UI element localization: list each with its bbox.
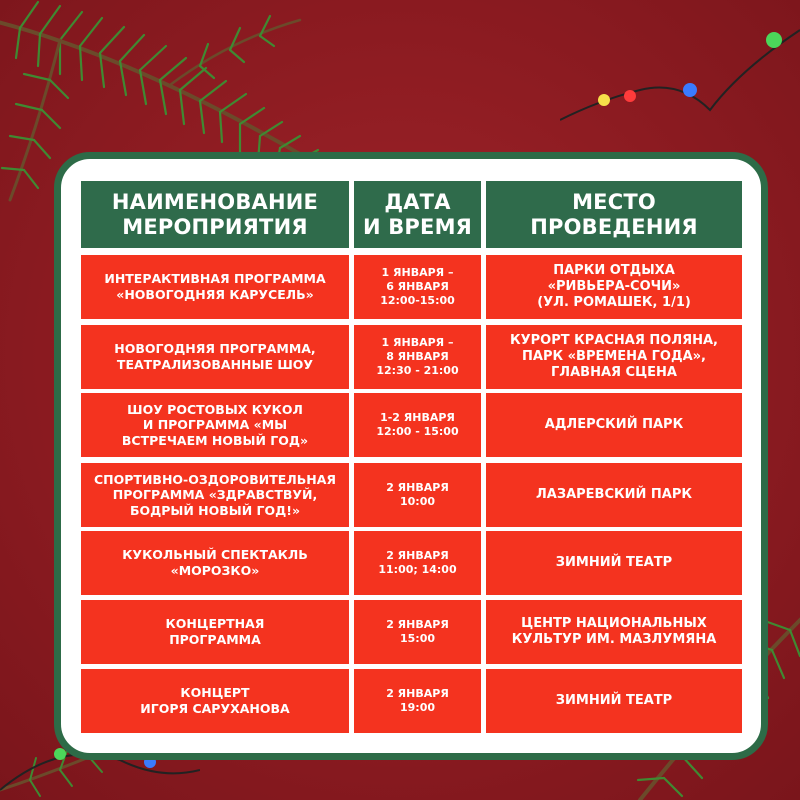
event-name-cell: СПОРТИВНО-ОЗДОРОВИТЕЛЬНАЯ ПРОГРАММА «ЗДРАВСТВУЙ, БОДРЫЙ НОВЫЙ ГОД!» bbox=[81, 463, 349, 527]
event-place-cell: ЗИМНИЙ ТЕАТР bbox=[486, 531, 742, 595]
event-date-cell: 2 ЯНВАРЯ 10:00 bbox=[354, 463, 481, 527]
event-name-cell: ШОУ РОСТОВЫХ КУКОЛ И ПРОГРАММА «МЫ ВСТРЕЧАЕМ НОВЫЙ ГОД» bbox=[81, 393, 349, 457]
event-place-cell: ЦЕНТР НАЦИОНАЛЬНЫХ КУЛЬТУР ИМ. МАЗЛУМЯНА bbox=[486, 600, 742, 664]
event-date-cell: 1 ЯНВАРЯ – 8 ЯНВАРЯ 12:30 - 21:00 bbox=[354, 325, 481, 389]
header-date: ДАТА И ВРЕМЯ bbox=[354, 181, 481, 248]
event-place-cell: ПАРКИ ОТДЫХА «РИВЬЕРА-СОЧИ» (УЛ. РОМАШЕК, 1/1) bbox=[486, 255, 742, 319]
event-name-cell: КОНЦЕРТНАЯ ПРОГРАММА bbox=[81, 600, 349, 664]
event-name-cell: КОНЦЕРТ ИГОРЯ САРУХАНОВА bbox=[81, 669, 349, 733]
event-date-cell: 2 ЯНВАРЯ 15:00 bbox=[354, 600, 481, 664]
event-name-cell: КУКОЛЬНЫЙ СПЕКТАКЛЬ «МОРОЗКО» bbox=[81, 531, 349, 595]
event-place-cell: АДЛЕРСКИЙ ПАРК bbox=[486, 393, 742, 457]
header-place: МЕСТО ПРОВЕДЕНИЯ bbox=[486, 181, 742, 248]
event-place-cell: ЛАЗАРЕВСКИЙ ПАРК bbox=[486, 463, 742, 527]
event-place-cell: ЗИМНИЙ ТЕАТР bbox=[486, 669, 742, 733]
event-name-cell: ИНТЕРАКТИВНАЯ ПРОГРАММА «НОВОГОДНЯЯ КАРУСЕЛЬ» bbox=[81, 255, 349, 319]
event-date-cell: 1 ЯНВАРЯ – 6 ЯНВАРЯ 12:00-15:00 bbox=[354, 255, 481, 319]
event-date-cell: 2 ЯНВАРЯ 19:00 bbox=[354, 669, 481, 733]
event-date-cell: 2 ЯНВАРЯ 11:00; 14:00 bbox=[354, 531, 481, 595]
event-name-cell: НОВОГОДНЯЯ ПРОГРАММА, ТЕАТРАЛИЗОВАННЫЕ ШОУ bbox=[81, 325, 349, 389]
event-place-cell: КУРОРТ КРАСНАЯ ПОЛЯНА, ПАРК «ВРЕМЕНА ГОДА», ГЛАВНАЯ СЦЕНА bbox=[486, 325, 742, 389]
event-date-cell: 1-2 ЯНВАРЯ 12:00 - 15:00 bbox=[354, 393, 481, 457]
header-name: НАИМЕНОВАНИЕ МЕРОПРИЯТИЯ bbox=[81, 181, 349, 248]
